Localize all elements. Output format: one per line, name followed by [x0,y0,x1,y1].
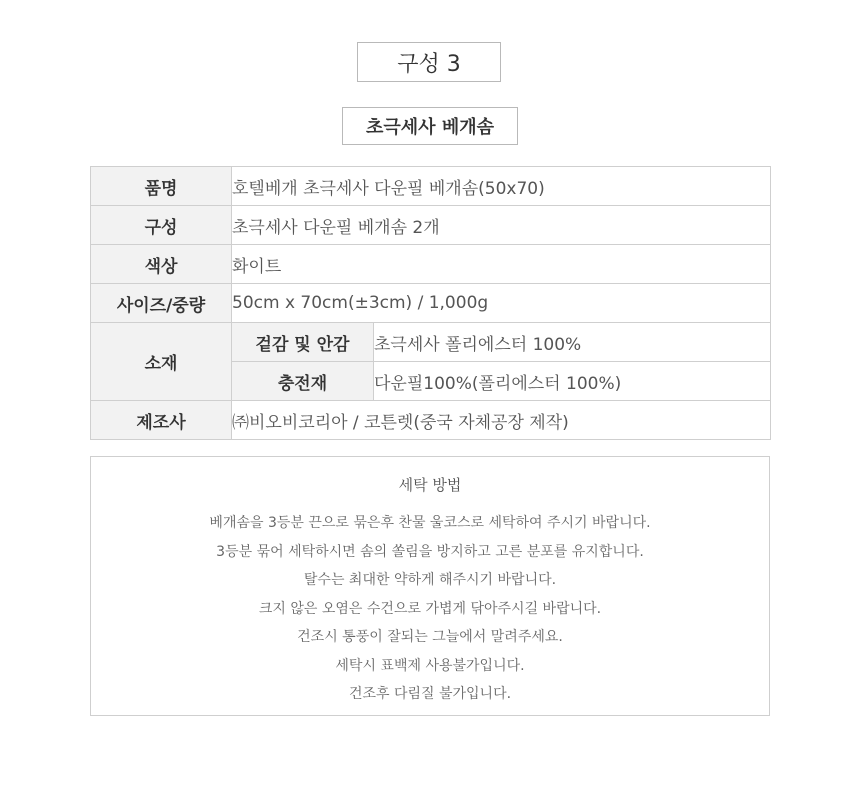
table-row [91,401,771,440]
row-label-material: 소재 [91,323,232,401]
washing-line: 탈수는 최대한 약하게 해주시기 바랍니다. [303,572,557,588]
washing-line: 건조시 통풍이 잘되는 그늘에서 말려주세요. [297,629,563,645]
material-sublabel-filling: 충전재 [232,362,374,401]
row-value-name: 호텔베개 초극세사 다운필 베개솜(50x70) [232,167,771,206]
material-value-shell: 초극세사 폴리에스터 100% [374,323,771,362]
row-label-color: 색상 [91,245,232,284]
section-title: 구성 3 [357,42,501,82]
row-label-name: 품명 [91,167,232,206]
washing-line: 건조후 다림질 불가입니다. [348,686,512,702]
row-value-composition: 초극세사 다운필 베개솜 2개 [232,206,771,245]
washing-title: 세탁 방법 [398,476,462,494]
table-row [91,245,771,284]
washing-line: 세탁시 표백제 사용불가입니다. [335,657,525,674]
product-subtitle: 초극세사 베개솜 [342,107,518,145]
washing-instructions [90,456,770,716]
washing-line: 3등분 묶어 세탁하시면 솜의 쏠림을 방지하고 고른 분포를 유지합니다. [216,543,644,560]
row-label-composition: 구성 [91,206,232,245]
row-label-maker: 제조사 [91,401,232,440]
row-label-size: 사이즈/중량 [91,284,232,323]
row-value-color: 화이트 [232,245,771,284]
washing-line: 크지 않은 오염은 수건으로 가볍게 닦아주시길 바랍니다. [258,600,602,617]
table-row [91,167,771,206]
spec-table [90,166,771,440]
row-value-size: 50cm x 70cm(±3cm) / 1,000g [232,284,771,323]
table-row [91,323,771,362]
washing-line: 베개솜을 3등분 끈으로 묶은후 찬물 울코스로 세탁하여 주시기 바랍니다. [209,515,651,531]
table-row [91,284,771,323]
washing-lines [91,509,769,709]
row-value-maker: ㈜비오비코리아 / 코튼렛(중국 자체공장 제작) [232,401,771,440]
table-row [91,206,771,245]
material-sublabel-shell: 겉감 및 안감 [232,323,374,362]
material-value-filling: 다운필100%(폴리에스터 100%) [374,362,771,401]
